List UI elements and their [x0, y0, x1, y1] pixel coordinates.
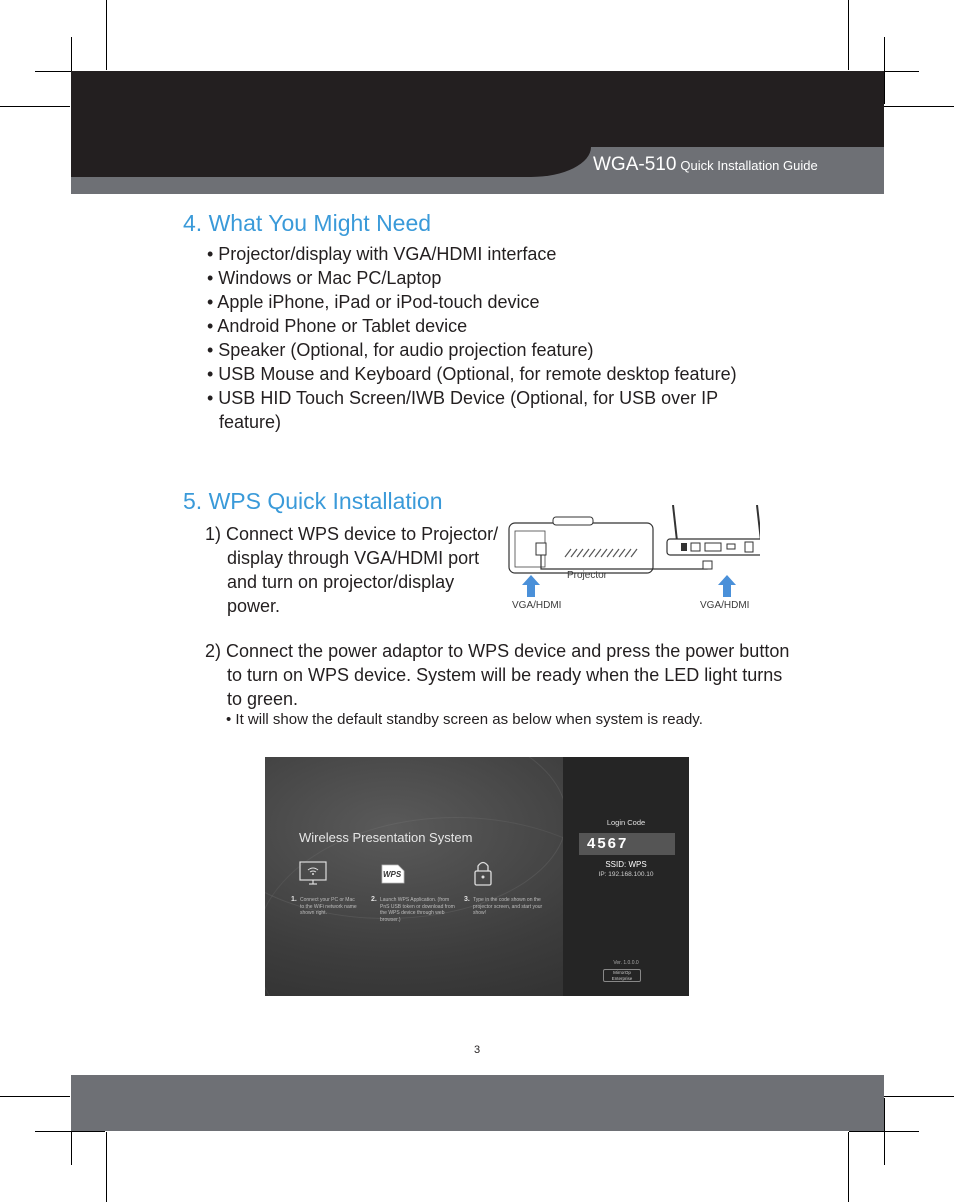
crop-mark	[106, 0, 107, 70]
list-item: • Apple iPhone, iPad or iPod-touch device	[207, 292, 540, 312]
projector-illustration	[509, 517, 653, 573]
crop-mark	[0, 106, 70, 107]
section-5-heading: 5. WPS Quick Installation	[183, 488, 443, 514]
crop-mark	[884, 1096, 954, 1097]
list-item: • USB HID Touch Screen/IWB Device (Optional, for USB over IP feature)	[207, 388, 718, 432]
monitor-wifi-icon	[299, 861, 327, 885]
list-item: • Speaker (Optional, for audio projection feature)	[207, 340, 594, 360]
right-port-label: VGA/HDMI	[700, 600, 750, 611]
crop-mark	[849, 1131, 919, 1132]
header-title	[593, 154, 818, 176]
crop-mark	[848, 0, 849, 70]
product-name: WGA-510	[593, 154, 677, 175]
version-text: Ver. 1.0.0.0	[613, 960, 639, 966]
wps-icon-label: WPS	[383, 870, 402, 879]
lock-icon	[473, 859, 493, 887]
section-4-heading: 4. What You Might Need	[183, 210, 432, 236]
ssid-text: SSID: WPS	[605, 860, 647, 869]
step-2-text: 2) Connect the power adaptor to WPS device and press the power button to turn on WPS device. System will be ready when the LED light turns to green.	[205, 641, 790, 709]
crop-mark	[35, 1131, 105, 1132]
requirements-list	[207, 242, 759, 434]
standby-note: • It will show the default standby screen as below when system is ready.	[226, 711, 703, 728]
crop-mark	[0, 1096, 70, 1097]
step-1-text: 1) Connect WPS device to Projector/ display through VGA/HDMI port and turn on projector/display power.	[205, 524, 499, 616]
page-number: 3	[473, 1044, 481, 1056]
footer-band	[71, 1075, 884, 1131]
standby-step-number: 2.	[371, 896, 377, 903]
arrow-up-icon	[522, 575, 540, 597]
arrow-up-icon	[718, 575, 736, 597]
list-item: • Projector/display with VGA/HDMI interface	[207, 244, 557, 264]
standby-step-text: Type in the code shown on the projector screen, and start your show!	[473, 897, 543, 916]
mirrorop-logo: MirrorOp Enterprise	[603, 969, 641, 982]
projector-label: Projector	[567, 570, 608, 581]
standby-step-text: Connect your PC or Mac to the WiFi network name shown right.	[300, 897, 357, 916]
standby-step-text: Launch WPS Application. (from PnS USB token or download from the WPS device through web browser.)	[380, 897, 455, 923]
header-band-curve	[71, 147, 591, 177]
wps-app-icon	[380, 861, 406, 887]
wps-device-illustration	[667, 505, 760, 555]
list-item: • Android Phone or Tablet device	[207, 316, 468, 336]
list-item: • Windows or Mac PC/Laptop	[207, 268, 442, 288]
ip-text: IP: 192.168.100.10	[598, 871, 654, 878]
login-code: 4567	[579, 833, 675, 855]
standby-step-number: 1.	[291, 896, 297, 903]
standby-title: Wireless Presentation System	[299, 830, 473, 845]
crop-mark	[848, 1132, 849, 1202]
list-item: • USB Mouse and Keyboard (Optional, for remote desktop feature)	[207, 364, 737, 384]
header-band-dark	[71, 71, 884, 147]
standby-screen-image	[265, 757, 689, 996]
guide-subtitle: Quick Installation Guide	[680, 158, 818, 173]
login-code-label: Login Code	[606, 818, 646, 827]
standby-step-number: 3.	[464, 896, 470, 903]
left-port-label: VGA/HDMI	[512, 600, 562, 611]
crop-mark	[106, 1132, 107, 1202]
connection-diagram	[505, 505, 760, 615]
crop-mark	[884, 106, 954, 107]
